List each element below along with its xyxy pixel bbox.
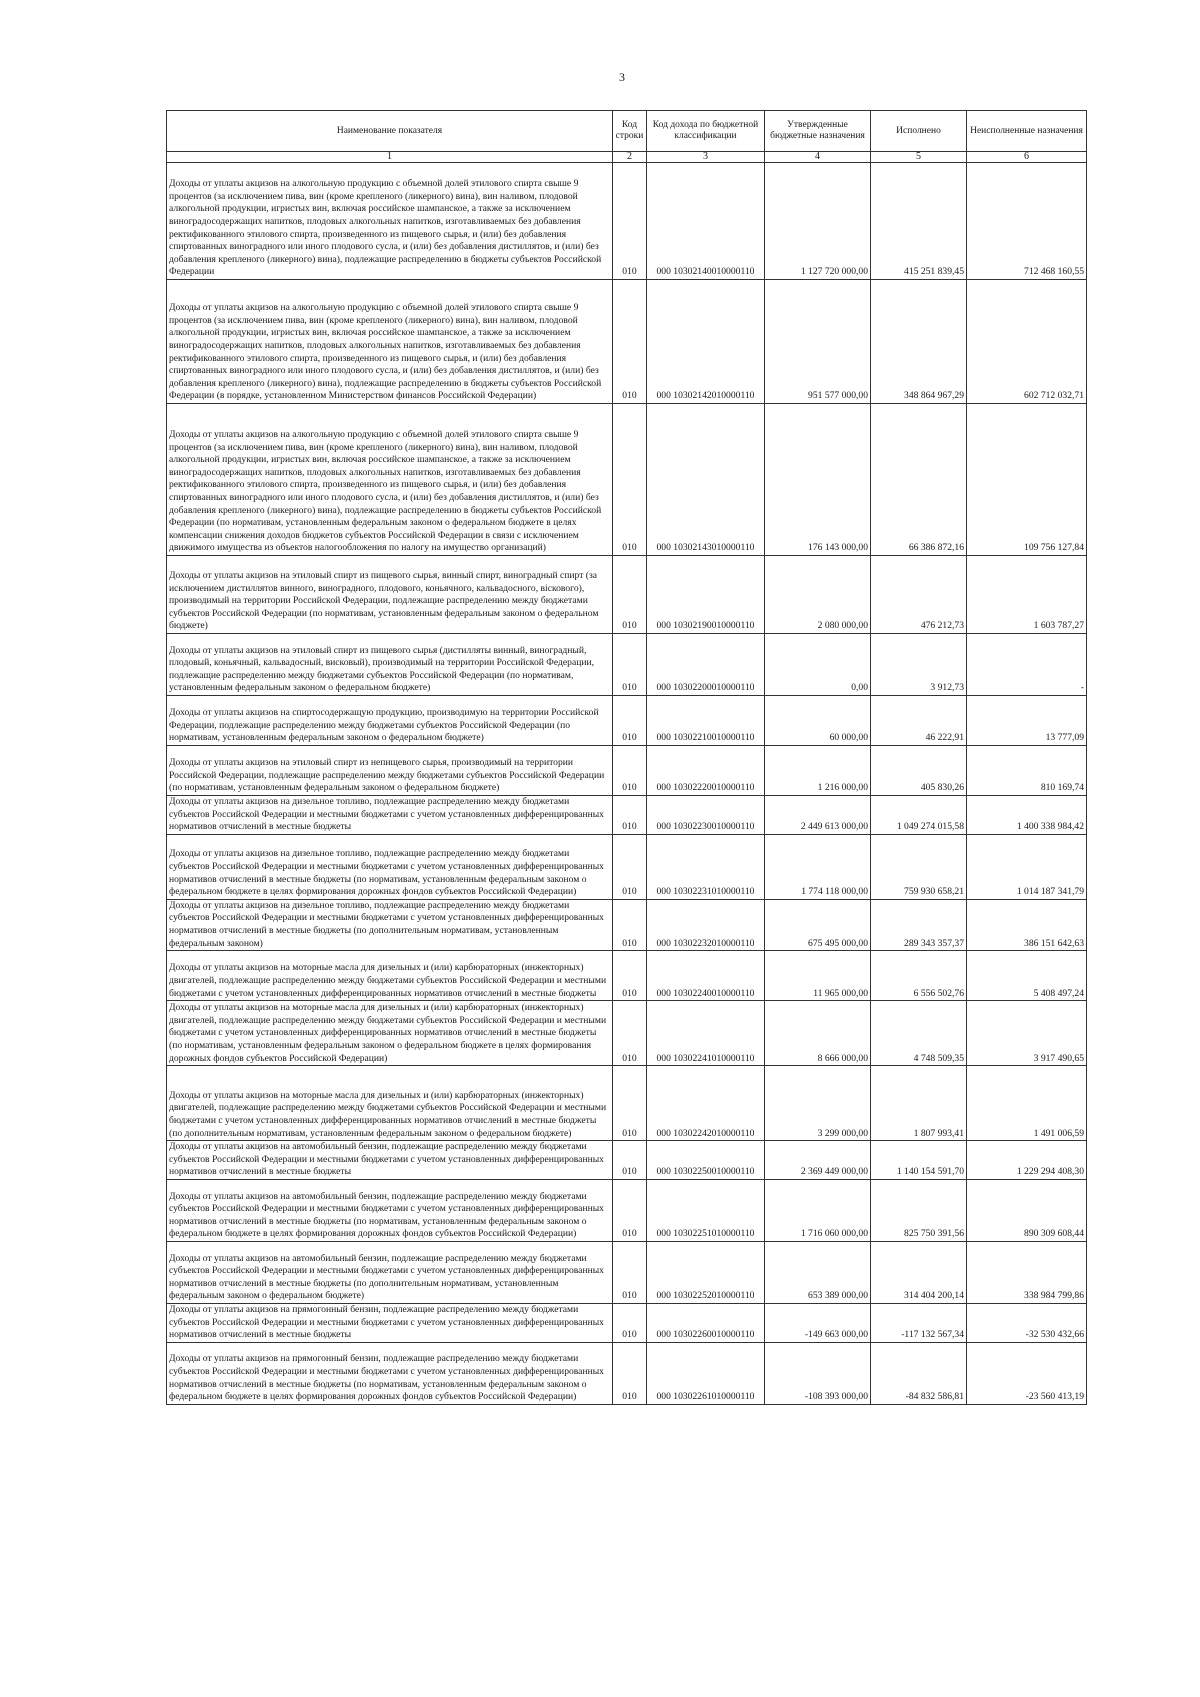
approved-amount-cell: 951 577 000,00 — [765, 280, 871, 404]
indicator-name-cell: Доходы от уплаты акцизов на автомобильный бензин, подлежащие распределению между бюджетами субъектов Российской Федерации и местными бюджетами с учетом установленных дифференцированных нормативов отчислений в местные бюджеты — [167, 1141, 613, 1180]
income-code-cell: 000 10302260010000110 — [647, 1303, 765, 1342]
income-code-cell: 000 10302190010000110 — [647, 556, 765, 634]
income-code-cell: 000 10302252010000110 — [647, 1241, 765, 1303]
indicator-name-cell: Доходы от уплаты акцизов на дизельное топливо, подлежащие распределению между бюджетами субъектов Российской Федерации и местными бюджетами с учетом установленных дифференцированных нормативов отчислений в местные бюджеты (по нормативам, установленным федеральным законом о федеральном бюджете в целях формирования дорожных фондов субъектов Российской Федерации) — [167, 834, 613, 899]
table-row — [167, 746, 1087, 796]
income-code-cell: 000 10302251010000110 — [647, 1179, 765, 1241]
table-row — [167, 163, 1087, 280]
line-code-cell: 010 — [613, 899, 647, 950]
unexecuted-amount-cell: 386 151 642,63 — [967, 899, 1087, 950]
line-code-cell: 010 — [613, 163, 647, 280]
table-row — [167, 1303, 1087, 1342]
unexecuted-amount-cell: 3 917 490,65 — [967, 1001, 1087, 1066]
unexecuted-amount-cell: -23 560 413,19 — [967, 1342, 1087, 1404]
executed-amount-cell: 476 212,73 — [871, 556, 967, 634]
table-row — [167, 834, 1087, 899]
table-row — [167, 1001, 1087, 1066]
executed-amount-cell: 1 140 154 591,70 — [871, 1141, 967, 1180]
table-row — [167, 280, 1087, 404]
line-code-cell: 010 — [613, 696, 647, 746]
table-row — [167, 556, 1087, 634]
approved-amount-cell: 1 127 720 000,00 — [765, 163, 871, 280]
approved-amount-cell: 675 495 000,00 — [765, 899, 871, 950]
approved-amount-cell: 653 389 000,00 — [765, 1241, 871, 1303]
unexecuted-amount-cell: 1 229 294 408,30 — [967, 1141, 1087, 1180]
unexecuted-amount-cell: 1 491 006,59 — [967, 1066, 1087, 1141]
approved-amount-cell: 1 216 000,00 — [765, 746, 871, 796]
executed-amount-cell: 759 930 658,21 — [871, 834, 967, 899]
approved-amount-cell: 1 774 118 000,00 — [765, 834, 871, 899]
approved-amount-cell: 2 449 613 000,00 — [765, 796, 871, 835]
income-code-cell: 000 10302261010000110 — [647, 1342, 765, 1404]
executed-amount-cell: 1 049 274 015,58 — [871, 796, 967, 835]
unexecuted-amount-cell: - — [967, 634, 1087, 696]
table-row — [167, 696, 1087, 746]
line-code-cell: 010 — [613, 951, 647, 1001]
column-number: 5 — [871, 152, 967, 163]
executed-amount-cell: 66 386 872,16 — [871, 404, 967, 556]
unexecuted-amount-cell: 1 603 787,27 — [967, 556, 1087, 634]
unexecuted-amount-cell: -32 530 432,66 — [967, 1303, 1087, 1342]
line-code-cell: 010 — [613, 556, 647, 634]
executed-amount-cell: 6 556 502,76 — [871, 951, 967, 1001]
header-unexecuted: Неисполненные назначения — [967, 111, 1087, 152]
table-row — [167, 1066, 1087, 1141]
header-executed: Исполнено — [871, 111, 967, 152]
approved-amount-cell: -108 393 000,00 — [765, 1342, 871, 1404]
executed-amount-cell: 415 251 839,45 — [871, 163, 967, 280]
line-code-cell: 010 — [613, 404, 647, 556]
executed-amount-cell: 348 864 967,29 — [871, 280, 967, 404]
line-code-cell: 010 — [613, 1303, 647, 1342]
line-code-cell: 010 — [613, 1179, 647, 1241]
indicator-name-cell: Доходы от уплаты акцизов на прямогонный бензин, подлежащие распределению между бюджетами субъектов Российской Федерации и местными бюджетами с учетом установленных дифференцированных нормативов отчислений в местные бюджеты — [167, 1303, 613, 1342]
column-number: 4 — [765, 152, 871, 163]
unexecuted-amount-cell: 338 984 799,86 — [967, 1241, 1087, 1303]
approved-amount-cell: 2 080 000,00 — [765, 556, 871, 634]
table-header-row — [167, 111, 1087, 152]
unexecuted-amount-cell: 1 014 187 341,79 — [967, 834, 1087, 899]
income-code-cell: 000 10302241010000110 — [647, 1001, 765, 1066]
income-code-cell: 000 10302143010000110 — [647, 404, 765, 556]
table-row — [167, 899, 1087, 950]
column-number: 6 — [967, 152, 1087, 163]
income-code-cell: 000 10302140010000110 — [647, 163, 765, 280]
line-code-cell: 010 — [613, 796, 647, 835]
table-row — [167, 796, 1087, 835]
table-row — [167, 1241, 1087, 1303]
line-code-cell: 010 — [613, 1001, 647, 1066]
line-code-cell: 010 — [613, 280, 647, 404]
income-code-cell: 000 10302250010000110 — [647, 1141, 765, 1180]
unexecuted-amount-cell: 1 400 338 984,42 — [967, 796, 1087, 835]
line-code-cell: 010 — [613, 1066, 647, 1141]
executed-amount-cell: 405 830,26 — [871, 746, 967, 796]
header-indicator-name: Наименование показателя — [167, 111, 613, 152]
executed-amount-cell: 314 404 200,14 — [871, 1241, 967, 1303]
indicator-name-cell: Доходы от уплаты акцизов на моторные масла для дизельных и (или) карбюраторных (инжекторных) двигателей, подлежащие распределению между бюджетами субъектов Российской Федерации и местными бюджетами с учетом установленных дифференцированных нормативов отчислений в местные бюджеты (по нормативам, установленным федеральным законом о федеральном бюджете в целях формирования дорожных фондов субъектов Российской Федерации) — [167, 1001, 613, 1066]
indicator-name-cell: Доходы от уплаты акцизов на этиловый спирт из пищевого сырья, винный спирт, виноградный спирт (за исключением дистиллятов винного, виноградного, плодового, коньячного, кальвадосного, віскового), производимый на территории Российской Федерации, подлежащие распределению между бюджетами субъектов Российской Федерации (по нормативам, установленным федеральным законом о федеральном бюджете) — [167, 556, 613, 634]
line-code-cell: 010 — [613, 1342, 647, 1404]
approved-amount-cell: 0,00 — [765, 634, 871, 696]
indicator-name-cell: Доходы от уплаты акцизов на дизельное топливо, подлежащие распределению между бюджетами субъектов Российской Федерации и местными бюджетами с учетом установленных дифференцированных нормативов отчислений в местные бюджеты — [167, 796, 613, 835]
column-number: 1 — [167, 152, 613, 163]
income-code-cell: 000 10302230010000110 — [647, 796, 765, 835]
budget-report-table — [166, 110, 1087, 1405]
executed-amount-cell: 289 343 357,37 — [871, 899, 967, 950]
approved-amount-cell: 8 666 000,00 — [765, 1001, 871, 1066]
executed-amount-cell: 4 748 509,35 — [871, 1001, 967, 1066]
indicator-name-cell: Доходы от уплаты акцизов на автомобильный бензин, подлежащие распределению между бюджетами субъектов Российской Федерации и местными бюджетами с учетом установленных дифференцированных нормативов отчислений в местные бюджеты (по дополнительным нормативам, установленным федеральным законом о федеральном бюджете) — [167, 1241, 613, 1303]
column-number: 2 — [613, 152, 647, 163]
page-number: 3 — [619, 70, 625, 84]
approved-amount-cell: -149 663 000,00 — [765, 1303, 871, 1342]
line-code-cell: 010 — [613, 1141, 647, 1180]
income-code-cell: 000 10302232010000110 — [647, 899, 765, 950]
income-code-cell: 000 10302231010000110 — [647, 834, 765, 899]
indicator-name-cell: Доходы от уплаты акцизов на алкогольную продукцию с объемной долей этилового спирта свыше 9 процентов (за исключением пива, вин (кроме крепленого (ликерного) вина), вин наливом, плодовой алкогольной продукции, игристых вин, включая российское шампанское, а также за исключением виноградосодержащих напитков, плодовых алкогольных напитков, изготавливаемых без добавления ректификованного этилового спирта, произведенного из пищевого сырья, и (или) без добавления спиртованных виноградного или иного плодового сусла, и (или) без добавления дистиллятов, и (или) без добавления крепленого (ликерного) вина), подлежащие распределению в бюджеты субъектов Российской Федерации — [167, 163, 613, 280]
executed-amount-cell: 825 750 391,56 — [871, 1179, 967, 1241]
table-row — [167, 404, 1087, 556]
line-code-cell: 010 — [613, 634, 647, 696]
approved-amount-cell: 3 299 000,00 — [765, 1066, 871, 1141]
line-code-cell: 010 — [613, 834, 647, 899]
table-row — [167, 1342, 1087, 1404]
unexecuted-amount-cell: 109 756 127,84 — [967, 404, 1087, 556]
table-row — [167, 1179, 1087, 1241]
indicator-name-cell: Доходы от уплаты акцизов на дизельное топливо, подлежащие распределению между бюджетами субъектов Российской Федерации и местными бюджетами с учетом установленных дифференцированных нормативов отчислений в местные бюджеты (по дополнительным нормативам, установленным федеральным законом) — [167, 899, 613, 950]
line-code-cell: 010 — [613, 746, 647, 796]
executed-amount-cell: 3 912,73 — [871, 634, 967, 696]
approved-amount-cell: 2 369 449 000,00 — [765, 1141, 871, 1180]
executed-amount-cell: -117 132 567,34 — [871, 1303, 967, 1342]
header-approved: Утвержденные бюджетные назначения — [765, 111, 871, 152]
column-numbers-row — [167, 152, 1087, 163]
indicator-name-cell: Доходы от уплаты акцизов на автомобильный бензин, подлежащие распределению между бюджетами субъектов Российской Федерации и местными бюджетами с учетом установленных дифференцированных нормативов отчислений в местные бюджеты (по нормативам, установленным федеральным законом о федеральном бюджете в целях формирования дорожных фондов субъектов Российской Федерации) — [167, 1179, 613, 1241]
income-code-cell: 000 10302240010000110 — [647, 951, 765, 1001]
executed-amount-cell: 46 222,91 — [871, 696, 967, 746]
unexecuted-amount-cell: 5 408 497,24 — [967, 951, 1087, 1001]
unexecuted-amount-cell: 890 309 608,44 — [967, 1179, 1087, 1241]
unexecuted-amount-cell: 13 777,09 — [967, 696, 1087, 746]
income-code-cell: 000 10302220010000110 — [647, 746, 765, 796]
header-income-code: Код дохода по бюджетной классификации — [647, 111, 765, 152]
table-row — [167, 1141, 1087, 1180]
income-code-cell: 000 10302142010000110 — [647, 280, 765, 404]
line-code-cell: 010 — [613, 1241, 647, 1303]
indicator-name-cell: Доходы от уплаты акцизов на прямогонный бензин, подлежащие распределению между бюджетами субъектов Российской Федерации и местными бюджетами с учетом установленных дифференцированных нормативов отчислений в местные бюджеты (по нормативам, установленным федеральным законом о федеральном бюджете в целях формирования дорожных фондов субъектов Российской Федерации) — [167, 1342, 613, 1404]
header-line-code: Код строки — [613, 111, 647, 152]
indicator-name-cell: Доходы от уплаты акцизов на моторные масла для дизельных и (или) карбюраторных (инжекторных) двигателей, подлежащие распределению между бюджетами субъектов Российской Федерации и местными бюджетами с учетом установленных дифференцированных нормативов отчислений в местные бюджеты (по дополнительным нормативам, установленным федеральным законом о федеральном бюджете) — [167, 1066, 613, 1141]
approved-amount-cell: 11 965 000,00 — [765, 951, 871, 1001]
income-code-cell: 000 10302210010000110 — [647, 696, 765, 746]
unexecuted-amount-cell: 602 712 032,71 — [967, 280, 1087, 404]
unexecuted-amount-cell: 712 468 160,55 — [967, 163, 1087, 280]
indicator-name-cell: Доходы от уплаты акцизов на алкогольную продукцию с объемной долей этилового спирта свыше 9 процентов (за исключением пива, вин (кроме крепленого (ликерного) вина), вин наливом, плодовой алкогольной продукции, игристых вин, включая российское шампанское, а также за исключением виноградосодержащих напитков, плодовых алкогольных напитков, изготавливаемых без добавления ректификованного этилового спирта, произведенного из пищевого сырья, и (или) без добавления спиртованных виноградного или иного плодового сусла, и (или) без добавления дистиллятов, и (или) без добавления крепленого (ликерного) вина), подлежащие распределению в бюджеты субъектов Российской Федерации (по нормативам, установленным федеральным законом о федеральном бюджете в целях компенсации снижения доходов бюджетов субъектов Российской Федерации в связи с исключением движимого имущества из объектов налогообложения по налогу на имущество организаций) — [167, 404, 613, 556]
executed-amount-cell: 1 807 993,41 — [871, 1066, 967, 1141]
unexecuted-amount-cell: 810 169,74 — [967, 746, 1087, 796]
table-row — [167, 634, 1087, 696]
income-code-cell: 000 10302242010000110 — [647, 1066, 765, 1141]
column-number: 3 — [647, 152, 765, 163]
executed-amount-cell: -84 832 586,81 — [871, 1342, 967, 1404]
table-row — [167, 951, 1087, 1001]
approved-amount-cell: 1 716 060 000,00 — [765, 1179, 871, 1241]
indicator-name-cell: Доходы от уплаты акцизов на алкогольную продукцию с объемной долей этилового спирта свыше 9 процентов (за исключением пива, вин (кроме крепленого (ликерного) вина), вин наливом, плодовой алкогольной продукции, игристых вин, включая российское шампанское, а также за исключением виноградосодержащих напитков, плодовых алкогольных напитков, изготавливаемых без добавления ректификованного этилового спирта, произведенного из пищевого сырья, и (или) без добавления спиртованных виноградного или иного плодового сусла, и (или) без добавления дистиллятов, и (или) без добавления крепленого (ликерного) вина), подлежащие распределению в бюджеты субъектов Российской Федерации (в порядке, установленном Министерством финансов Российской Федерации) — [167, 280, 613, 404]
income-code-cell: 000 10302200010000110 — [647, 634, 765, 696]
indicator-name-cell: Доходы от уплаты акцизов на моторные масла для дизельных и (или) карбюраторных (инжекторных) двигателей, подлежащие распределению между бюджетами субъектов Российской Федерации и местными бюджетами с учетом установленных дифференцированных нормативов отчислений в местные бюджеты — [167, 951, 613, 1001]
indicator-name-cell: Доходы от уплаты акцизов на этиловый спирт из непищевого сырья, производимый на территории Российской Федерации, подлежащие распределению между бюджетами субъектов Российской Федерации (по нормативам, установленным федеральным законом о федеральном бюджете) — [167, 746, 613, 796]
indicator-name-cell: Доходы от уплаты акцизов на спиртосодержащую продукцию, производимую на территории Российской Федерации, подлежащие распределению между бюджетами субъектов Российской Федерации (по нормативам, установленным федеральным законом о федеральном бюджете) — [167, 696, 613, 746]
approved-amount-cell: 176 143 000,00 — [765, 404, 871, 556]
approved-amount-cell: 60 000,00 — [765, 696, 871, 746]
indicator-name-cell: Доходы от уплаты акцизов на этиловый спирт из пищевого сырья (дистилляты винный, виноградный, плодовый, коньячный, кальвадосный, висковый), производимый на территории Российской Федерации, подлежащие распределению между бюджетами субъектов Российской Федерации (по нормативам, установленным федеральным законом о федеральном бюджете) — [167, 634, 613, 696]
